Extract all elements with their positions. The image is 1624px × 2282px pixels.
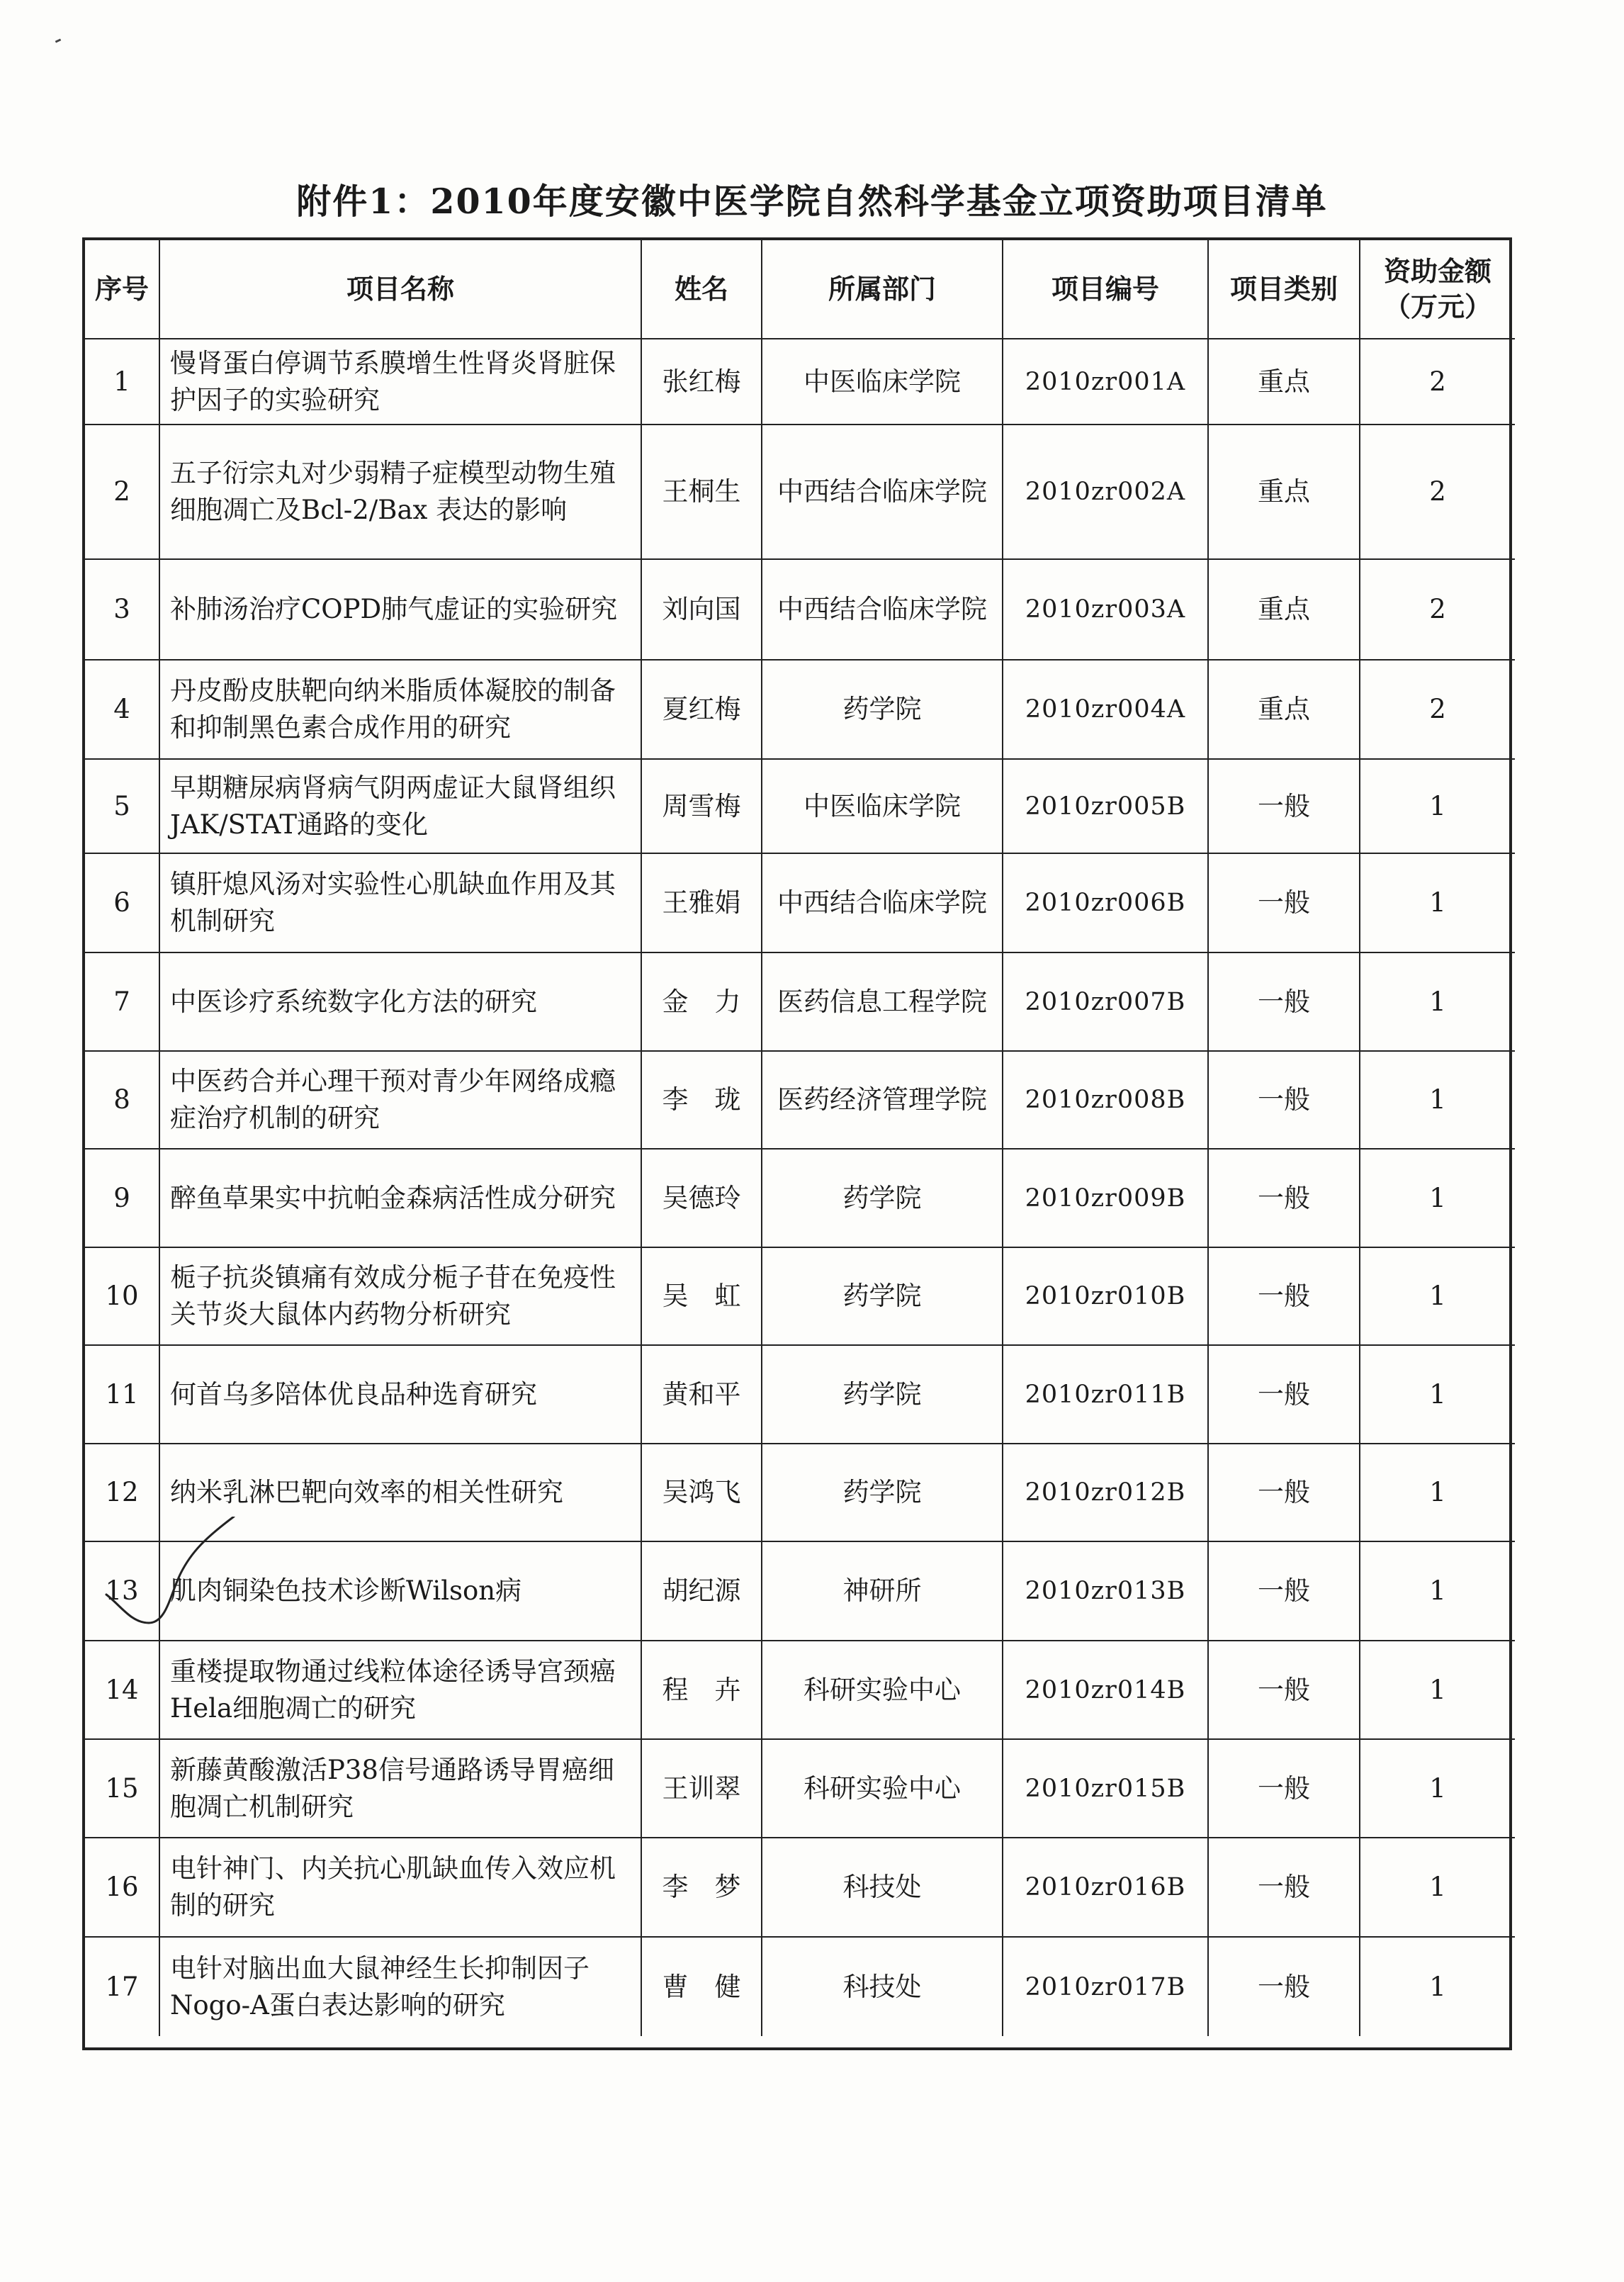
cell-type: 一般 [1209,1150,1360,1248]
cell-project: 重楼提取物通过线粒体途径诱导宫颈癌Hela细胞凋亡的研究 [160,1641,642,1740]
cell-name: 刘向国 [642,560,762,661]
cell-dept: 药学院 [762,1150,1003,1248]
cell-code: 2010zr015B [1003,1740,1209,1838]
cell-code: 2010zr002A [1003,425,1209,560]
cell-no: 12 [85,1444,160,1542]
cell-amount: 1 [1360,1248,1515,1346]
cell-amount: 1 [1360,760,1515,854]
cell-code: 2010zr003A [1003,560,1209,661]
cell-amount: 2 [1360,661,1515,760]
cell-type: 重点 [1209,560,1360,661]
cell-project: 新藤黄酸激活P38信号通路诱导胃癌细胞凋亡机制研究 [160,1740,642,1838]
cell-type: 重点 [1209,339,1360,425]
cell-code: 2010zr016B [1003,1838,1209,1938]
cell-amount: 1 [1360,1838,1515,1938]
cell-amount: 1 [1360,1542,1515,1641]
header-amount-line1: 资助金额 [1383,256,1492,287]
cell-project: 五子衍宗丸对少弱精子症模型动物生殖细胞凋亡及Bcl-2/Bax 表达的影响 [160,425,642,560]
cell-no: 8 [85,1052,160,1150]
cell-no: 11 [85,1346,160,1444]
header-type: 项目类别 [1209,240,1360,339]
document-title: 附件1：2010年度安徽中医学院自然科学基金立项资助项目清单 [296,181,1328,222]
cell-code: 2010zr014B [1003,1641,1209,1740]
cell-amount: 1 [1360,1150,1515,1248]
cell-project: 中医药合并心理干预对青少年网络成瘾症治疗机制的研究 [160,1052,642,1150]
cell-code: 2010zr008B [1003,1052,1209,1150]
cell-no: 7 [85,953,160,1052]
cell-dept: 神研所 [762,1542,1003,1641]
cell-type: 一般 [1209,1052,1360,1150]
cell-dept: 药学院 [762,661,1003,760]
cell-no: 14 [85,1641,160,1740]
cell-name: 张红梅 [642,339,762,425]
cell-name: 金 力 [642,953,762,1052]
cell-no: 17 [85,1938,160,2036]
cell-dept: 药学院 [762,1346,1003,1444]
cell-name: 黄和平 [642,1346,762,1444]
cell-type: 一般 [1209,1740,1360,1838]
cell-name: 李 珑 [642,1052,762,1150]
cell-type: 一般 [1209,854,1360,953]
cell-name: 吴德玲 [642,1150,762,1248]
cell-amount: 1 [1360,1740,1515,1838]
cell-name: 周雪梅 [642,760,762,854]
header-code: 项目编号 [1003,240,1209,339]
header-no: 序号 [85,240,160,339]
cell-name: 王桐生 [642,425,762,560]
cell-amount: 1 [1360,1052,1515,1150]
cell-no: 3 [85,560,160,661]
cell-name: 吴鸿飞 [642,1444,762,1542]
cell-no: 15 [85,1740,160,1838]
cell-no: 9 [85,1150,160,1248]
cell-project: 电针对脑出血大鼠神经生长抑制因子Nogo-A蛋白表达影响的研究 [160,1938,642,2036]
cell-project: 何首乌多陪体优良品种选育研究 [160,1346,642,1444]
cell-code: 2010zr017B [1003,1938,1209,2036]
cell-code: 2010zr010B [1003,1248,1209,1346]
cell-project: 栀子抗炎镇痛有效成分栀子苷在免疫性关节炎大鼠体内药物分析研究 [160,1248,642,1346]
cell-dept: 医药经济管理学院 [762,1052,1003,1150]
cell-amount: 1 [1360,854,1515,953]
cell-project: 慢肾蛋白停调节系膜增生性肾炎肾脏保护因子的实验研究 [160,339,642,425]
cell-type: 一般 [1209,1248,1360,1346]
cell-amount: 2 [1360,339,1515,425]
cell-dept: 科技处 [762,1938,1003,2036]
cell-code: 2010zr001A [1003,339,1209,425]
header-dept: 所属部门 [762,240,1003,339]
cell-type: 一般 [1209,1346,1360,1444]
scan-speck [55,38,62,43]
cell-code: 2010zr011B [1003,1346,1209,1444]
cell-type: 一般 [1209,953,1360,1052]
cell-dept: 科研实验中心 [762,1641,1003,1740]
cell-name: 夏红梅 [642,661,762,760]
cell-name: 程 卉 [642,1641,762,1740]
cell-code: 2010zr004A [1003,661,1209,760]
cell-amount: 2 [1360,560,1515,661]
cell-dept: 中西结合临床学院 [762,425,1003,560]
cell-code: 2010zr005B [1003,760,1209,854]
header-amount-line2: （万元） [1383,291,1492,322]
cell-project: 早期糖尿病肾病气阴两虚证大鼠肾组织JAK/STAT通路的变化 [160,760,642,854]
cell-amount: 1 [1360,1641,1515,1740]
cell-amount: 1 [1360,1346,1515,1444]
cell-name: 王雅娟 [642,854,762,953]
cell-no: 16 [85,1838,160,1938]
cell-name: 吴 虹 [642,1248,762,1346]
cell-project: 纳米乳淋巴靶向效率的相关性研究 [160,1444,642,1542]
cell-project: 肌肉铜染色技术诊断Wilson病 [160,1542,642,1641]
cell-project: 中医诊疗系统数字化方法的研究 [160,953,642,1052]
cell-dept: 药学院 [762,1248,1003,1346]
projects-table [82,237,1512,2050]
cell-name: 曹 健 [642,1938,762,2036]
cell-name: 王训翠 [642,1740,762,1838]
cell-dept: 科技处 [762,1838,1003,1938]
cell-dept: 药学院 [762,1444,1003,1542]
cell-amount: 1 [1360,1444,1515,1542]
cell-code: 2010zr007B [1003,953,1209,1052]
cell-no: 6 [85,854,160,953]
header-name: 姓名 [642,240,762,339]
cell-type: 一般 [1209,1938,1360,2036]
handwritten-check-mark [99,1517,255,1630]
cell-type: 重点 [1209,425,1360,560]
cell-code: 2010zr013B [1003,1542,1209,1641]
cell-project: 醉鱼草果实中抗帕金森病活性成分研究 [160,1150,642,1248]
cell-type: 一般 [1209,1838,1360,1938]
cell-type: 一般 [1209,1542,1360,1641]
cell-no: 2 [85,425,160,560]
cell-type: 一般 [1209,1641,1360,1740]
cell-type: 重点 [1209,661,1360,760]
cell-code: 2010zr009B [1003,1150,1209,1248]
cell-no: 13 [85,1542,160,1641]
cell-amount: 1 [1360,953,1515,1052]
cell-project: 镇肝熄风汤对实验性心肌缺血作用及其机制研究 [160,854,642,953]
header-project: 项目名称 [160,240,642,339]
cell-type: 一般 [1209,760,1360,854]
cell-project: 补肺汤治疗COPD肺气虚证的实验研究 [160,560,642,661]
cell-amount: 1 [1429,1971,1446,2002]
header-amount [1360,240,1515,339]
cell-name: 胡纪源 [642,1542,762,1641]
cell-code: 2010zr012B [1003,1444,1209,1542]
cell-no: 1 [85,339,160,425]
cell-no: 4 [85,661,160,760]
cell-dept: 中西结合临床学院 [762,854,1003,953]
cell-project: 电针神门、内关抗心肌缺血传入效应机制的研究 [160,1838,642,1938]
cell-project: 丹皮酚皮肤靶向纳米脂质体凝胶的制备和抑制黑色素合成作用的研究 [160,661,642,760]
cell-amount: 2 [1360,425,1515,560]
cell-name: 李 梦 [642,1838,762,1938]
cell-code: 2010zr006B [1003,854,1209,953]
cell-dept: 医药信息工程学院 [762,953,1003,1052]
cell-no: 10 [85,1248,160,1346]
cell-dept: 中医临床学院 [762,339,1003,425]
cell-dept: 科研实验中心 [762,1740,1003,1838]
cell-dept: 中西结合临床学院 [762,560,1003,661]
cell-type: 一般 [1209,1444,1360,1542]
cell-no: 5 [85,760,160,854]
cell-dept: 中医临床学院 [762,760,1003,854]
